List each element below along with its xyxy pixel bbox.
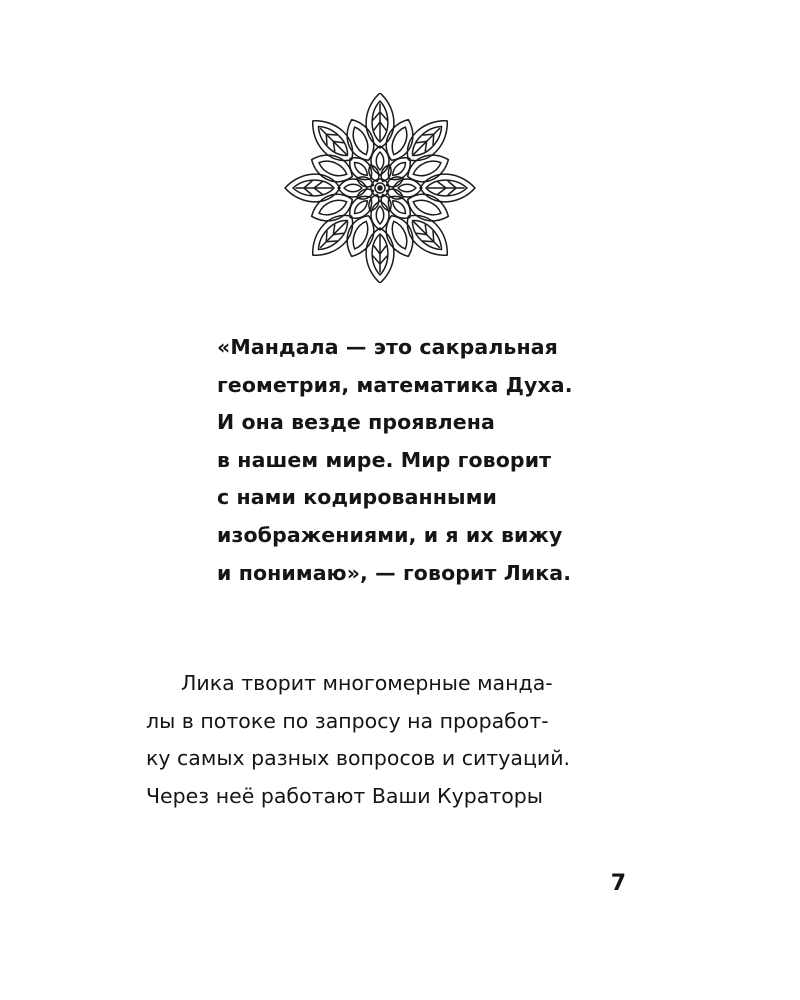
quote-block: [217, 329, 657, 592]
body-paragraph: [146, 665, 626, 815]
quote-line: И она везде проявлена: [217, 410, 495, 435]
quote-line: в нашем мире. Мир говорит: [217, 447, 552, 472]
body-line: ку самых разных вопросов и ситуаций.: [146, 746, 571, 770]
body-line: Лика творит многомерные манда-: [181, 671, 553, 695]
quote-line: и понимаю», — говорит Лика.: [217, 560, 572, 585]
body-line: лы в потоке по запросу на проработ-: [146, 708, 549, 733]
page-number: 7: [610, 871, 626, 896]
quote-line: геометрия, математика Духа.: [217, 372, 573, 397]
quote-line: с нами кодированными: [217, 485, 498, 510]
quote-line: изображениями, и я их вижу: [217, 522, 563, 547]
body-line: Через неё работают Ваши Кураторы: [146, 783, 543, 808]
quote-line: «Мандала — это сакральная: [217, 335, 558, 359]
mandala-icon: [280, 93, 480, 283]
